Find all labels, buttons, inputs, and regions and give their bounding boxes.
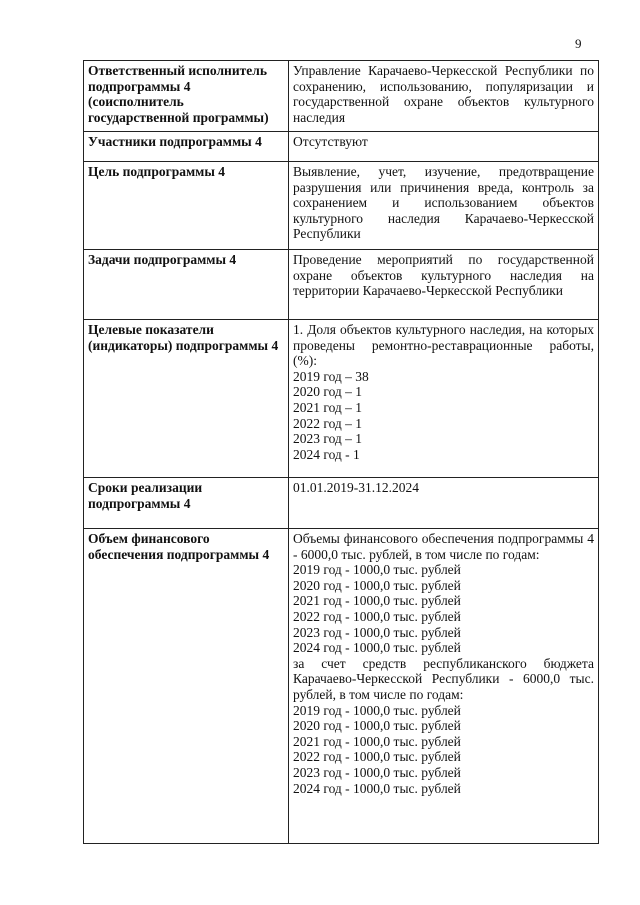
row-label: Участники подпрограммы 4 [84, 132, 289, 162]
value-line: Отсутствуют [293, 134, 368, 149]
value-line: за счет средств республиканского бюджета Карачаево-Черкесской Республики - 6000,0 тыс. рублей, в том числе по годам: [293, 655, 594, 702]
value-line: 2021 год - 1000,0 тыс. рублей [293, 733, 461, 749]
row-label: Цель подпрограммы 4 [84, 162, 289, 250]
value-line: 01.01.2019-31.12.2024 [293, 480, 419, 495]
value-line: 2023 год - 1000,0 тыс. рублей [293, 764, 461, 780]
table-row [84, 162, 599, 250]
row-label: Объем финансового обеспечения подпрограммы 4 [84, 529, 289, 844]
value-line: 2019 год – 38 [293, 368, 369, 384]
row-value [289, 529, 599, 844]
value-line: 2020 год - 1000,0 тыс. рублей [293, 718, 461, 734]
row-label: Сроки реализации подпрограммы 4 [84, 478, 289, 529]
value-line: 2022 год - 1000,0 тыс. рублей [293, 749, 461, 765]
row-value [289, 250, 599, 320]
row-value [289, 320, 599, 478]
row-label: Ответственный исполнитель подпрограммы 4 (соисполнитель государственной программы) [84, 61, 289, 132]
value-line: 2022 год - 1000,0 тыс. рублей [293, 608, 461, 624]
page-number: 9 [575, 36, 582, 51]
value-line: 2019 год - 1000,0 тыс. рублей [293, 562, 461, 578]
value-line: 2021 год - 1000,0 тыс. рублей [293, 593, 461, 609]
value-line: 1. Доля объектов культурного наследия, на которых проведены ремонтно-реставрационные работы, (%): [293, 322, 594, 369]
row-value [289, 162, 599, 250]
value-line: Управление Карачаево-Черкесской Республики по сохранению, использованию, популяризации и государственной охране объектов культурного наследия [293, 63, 594, 125]
value-line: 2024 год - 1000,0 тыс. рублей [293, 780, 461, 796]
subprogram-passport-table [83, 60, 599, 844]
value-line: 2023 год - 1000,0 тыс. рублей [293, 624, 461, 640]
row-label: Задачи подпрограммы 4 [84, 250, 289, 320]
table-row [84, 478, 599, 529]
value-line: 2019 год - 1000,0 тыс. рублей [293, 702, 461, 718]
table-row [84, 132, 599, 162]
value-line: 2020 год – 1 [293, 384, 363, 400]
table-row [84, 250, 599, 320]
value-line: Выявление, учет, изучение, предотвращение разрушения или причинения вреда, контроль за сохранением и использованием объектов культурного наследия Карачаево-Черкесской Республики [293, 164, 594, 242]
value-line: 2023 год – 1 [293, 431, 363, 447]
row-value [289, 61, 599, 132]
value-line: 2021 год – 1 [293, 399, 363, 415]
table-row [84, 320, 599, 478]
value-line: 2022 год – 1 [293, 415, 363, 431]
row-value [289, 132, 599, 162]
value-line: 2024 год - 1 [293, 446, 360, 462]
row-value [289, 478, 599, 529]
value-line: Проведение мероприятий по государственной охране объектов культурного наследия на территории Карачаево-Черкесской Республики [293, 252, 594, 299]
value-line: 2024 год - 1000,0 тыс. рублей [293, 640, 461, 656]
value-line: Объемы финансового обеспечения подпрограммы 4 - 6000,0 тыс. рублей, в том числе по годам: [293, 531, 594, 562]
table-row [84, 529, 599, 844]
table-row [84, 61, 599, 132]
value-line: 2020 год - 1000,0 тыс. рублей [293, 577, 461, 593]
row-label: Целевые показатели (индикаторы) подпрограммы 4 [84, 320, 289, 478]
